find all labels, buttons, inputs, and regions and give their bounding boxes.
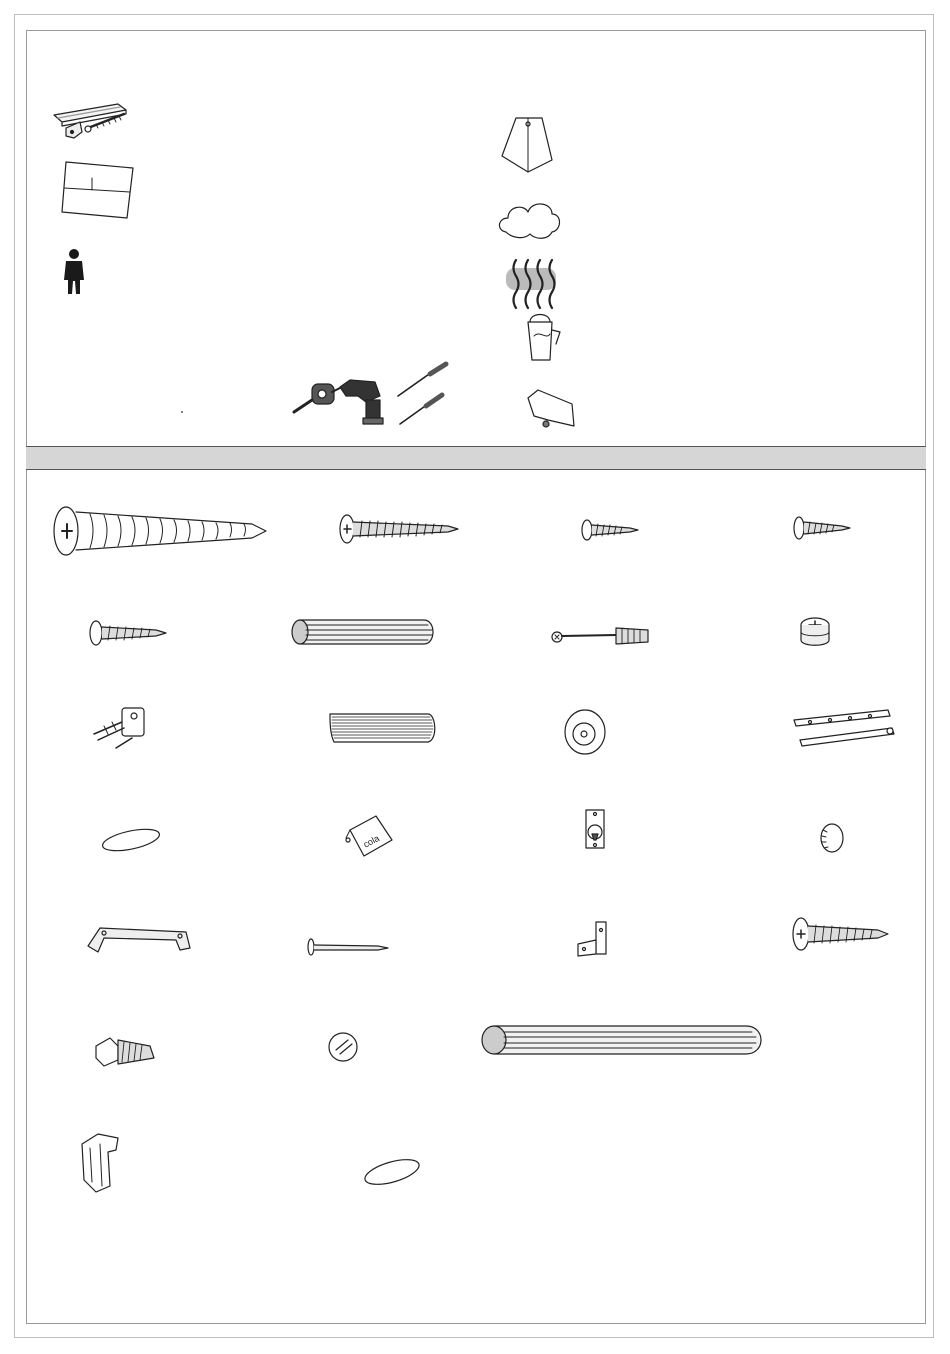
wood-strip-bracket-screw-icon: [54, 104, 126, 138]
short-screw-icon: [582, 520, 638, 540]
small-screw-icon: [794, 517, 850, 539]
cloth-icon: [528, 390, 574, 427]
pan-head-screw-icon: [793, 918, 888, 950]
handle-icon: [88, 928, 190, 952]
folded-instructions-icon: [62, 162, 133, 218]
round-cap-icon: [565, 710, 605, 754]
keyhole-plate-icon: [586, 810, 604, 848]
bucket-icon: [528, 315, 560, 361]
long-screw-icon: [54, 507, 266, 555]
person-icon: [64, 249, 84, 294]
drawer-rail-icon: [794, 710, 894, 746]
long-dowel-icon: [482, 1026, 761, 1054]
glue-label: cola: [361, 833, 381, 850]
shelf-clip-icon: [82, 1134, 118, 1192]
wood-screw-icon: [340, 515, 458, 543]
connecting-bolt-icon: [552, 628, 648, 644]
tape-measure-icon: [294, 384, 334, 412]
felt-pad-icon: [101, 825, 161, 855]
cover-cap-icon: [329, 1033, 357, 1061]
hinge-icon: [94, 708, 144, 748]
knob-icon: [821, 824, 843, 852]
glue-icon: [346, 816, 392, 856]
oval-pad-icon: [362, 1155, 421, 1190]
wooden-dowel-icon: [292, 620, 433, 644]
wall-plug-icon: [96, 1038, 154, 1066]
nail-icon: [308, 939, 388, 955]
screw-icon: [90, 621, 166, 645]
power-drill-icon: [332, 380, 383, 424]
cloud-icon: [499, 204, 559, 238]
stray-mark: [181, 411, 183, 413]
angle-bracket-icon: [578, 922, 606, 956]
pyramid-icon: [502, 118, 552, 172]
screwdriver-icon: [398, 364, 446, 424]
cam-lock-icon: [801, 618, 829, 645]
heat-waves-icon: [506, 260, 556, 308]
plastic-dowel-icon: [330, 714, 435, 742]
